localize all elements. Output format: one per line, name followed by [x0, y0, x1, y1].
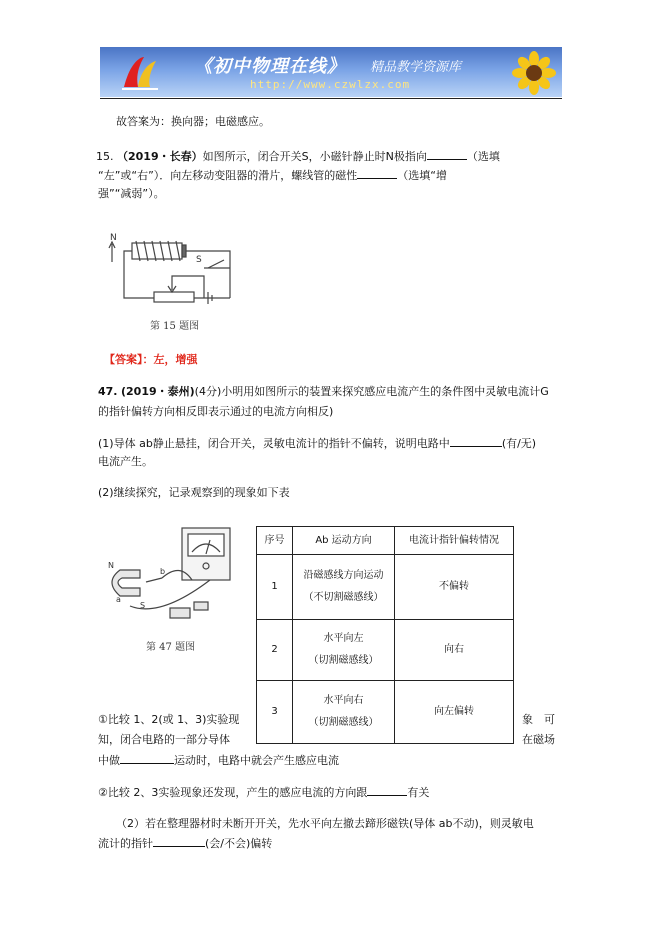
conclusion1-text-b: 运动时，电路中就会产生感应电流	[174, 754, 339, 767]
q47-line2: 的指针偏转方向相反即表示通过的电流方向相反)	[98, 405, 334, 418]
table-header: 序号	[257, 527, 293, 555]
q15-blank-2[interactable]	[357, 168, 397, 179]
conclusion1-text-a: 中做	[98, 754, 120, 767]
table-row	[257, 620, 514, 681]
part2-line1: （2）若在整理器材时未断开开关，先水平向左撤去蹄形磁铁(导体 ab不动)，则灵敏电	[116, 817, 534, 830]
q15-source: （2019・长春）	[117, 150, 203, 163]
q47-blank-1[interactable]	[450, 436, 502, 447]
fig15-N-label: N	[110, 233, 117, 243]
table-cell-dir-main: 沿磁感线方向运动	[303, 570, 384, 581]
table-cell-dir	[293, 620, 395, 681]
answer-label: 【答案】：	[104, 353, 154, 366]
conclusion2-text-b: 有关	[407, 786, 430, 799]
sunflower-icon	[512, 51, 556, 95]
conclusion1-line1-left: ①比较 1、2(或 1、3)实验现	[98, 713, 240, 726]
table-cell-dir-note: （切割磁感线）	[308, 717, 379, 728]
table-cell-no: 1	[257, 555, 293, 620]
answer-value: 左，增强	[153, 353, 198, 366]
table-header-row	[257, 527, 514, 555]
q15-line1	[96, 149, 500, 164]
fig15-caption: 第 15 题图	[150, 321, 200, 332]
q47-part1-line1	[98, 436, 536, 451]
previous-answer: 故答案为：换向器；电磁感应。	[116, 115, 270, 128]
table-cell-no: 3	[257, 681, 293, 744]
part2-text-a: 流计的指针	[98, 837, 153, 850]
q15-text-a: 如图所示，闭合开关S，小磁针静止时N极指向	[202, 150, 427, 163]
q47-blank-2[interactable]	[120, 753, 174, 764]
table-cell-dir-note: （切割磁感线）	[308, 655, 379, 666]
observation-table	[256, 526, 514, 744]
q15-text-c: “左”或“右”）．向左移动变阻器的滑片，螺线管的磁性	[98, 169, 358, 182]
figure-47-apparatus	[100, 522, 240, 660]
part2-text-b: (会/不会)偏转	[205, 837, 273, 850]
conclusion1-line2-right: 在磁场	[522, 733, 555, 746]
header-rule	[100, 98, 562, 99]
q47-blank-3[interactable]	[367, 785, 407, 796]
q47-part1-text-a: (1)导体 ab静止悬挂，闭合开关，灵敏电流计的指针不偏转，说明电路中	[98, 437, 450, 450]
fig47-S-label: S	[140, 601, 146, 610]
table-cell-dir-note: （不切割磁感线）	[303, 592, 384, 603]
fig47-a-label: a	[116, 595, 121, 604]
conclusion2-line	[98, 785, 429, 800]
banner-url[interactable]: http://www.czwlzx.com	[250, 78, 411, 91]
table-cell-result: 不偏转	[395, 555, 514, 620]
conclusion1-line3	[98, 753, 339, 768]
table-row	[257, 681, 514, 744]
banner-subtitle: 精品教学资源库	[370, 60, 462, 75]
q15-text-b: （选填	[466, 150, 500, 163]
fig47-caption: 第 47 题图	[146, 642, 196, 653]
banner-title: 《初中物理在线》	[194, 56, 346, 77]
table-header: 电流计指针偏转情况	[395, 527, 514, 555]
q15-line2	[98, 168, 447, 183]
q15-number: 15.	[96, 150, 114, 163]
q47-part1-text-b: (有/无)	[501, 437, 537, 450]
table-cell-dir	[293, 555, 395, 620]
fig15-S-label: S	[196, 255, 202, 265]
q47-blank-4[interactable]	[153, 836, 205, 847]
q47-text-a: (4分)小明用如图所示的装置来探究感应电流产生的条件图中灵敏电流计G	[194, 385, 549, 398]
table-cell-no: 2	[257, 620, 293, 681]
q15-line3: 强”“减弱”）。	[98, 187, 165, 200]
fig47-b-label: b	[160, 567, 166, 576]
header-banner	[100, 47, 562, 97]
conclusion1-line1-right: 象 可	[522, 713, 555, 726]
table-cell-result: 向左偏转	[395, 681, 514, 744]
table-header: Ab 运动方向	[293, 527, 395, 555]
q47-number: 47.	[98, 385, 118, 398]
q15-answer	[104, 353, 198, 367]
conclusion1-line2-left: 知，闭合电路的一部分导体	[98, 733, 230, 746]
q15-text-d: （选填“增	[397, 169, 447, 182]
part2-line2	[98, 836, 272, 851]
site-logo-icon	[120, 53, 160, 91]
q47-source: (2019・泰州)	[121, 385, 195, 398]
table-cell-dir-main: 水平向左	[323, 633, 364, 644]
fig47-N-label: N	[108, 561, 114, 570]
table-row	[257, 555, 514, 620]
table-cell-dir-main: 水平向右	[323, 695, 364, 706]
q15-blank-1[interactable]	[427, 149, 467, 160]
table-cell-result: 向右	[395, 620, 514, 681]
q47-line1	[98, 385, 549, 399]
q47-part2-intro: (2)继续探究，记录观察到的现象如下表	[98, 486, 290, 499]
conclusion2-text-a: ②比较 2、3实验现象还发现，产生的感应电流的方向跟	[98, 786, 368, 799]
q47-part1-line2: 电流产生。	[98, 455, 153, 468]
table-cell-dir	[293, 681, 395, 744]
